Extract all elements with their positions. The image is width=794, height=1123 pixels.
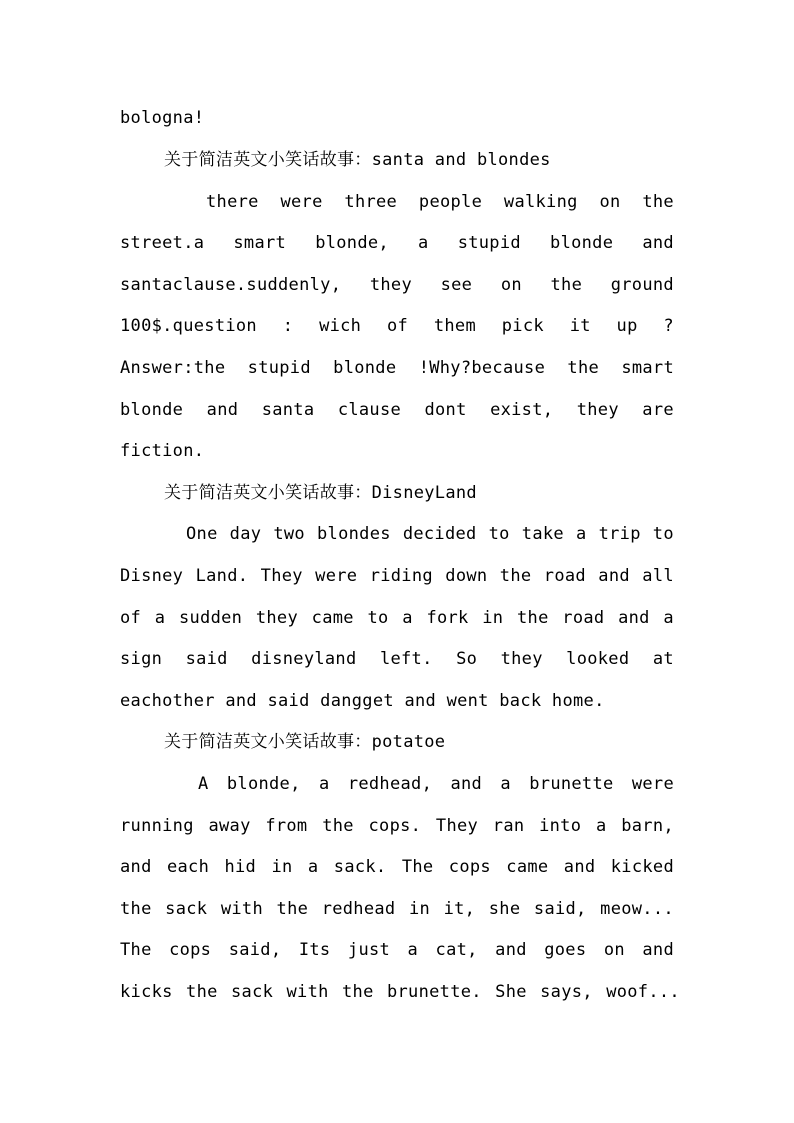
- word: says,: [540, 982, 593, 1002]
- word: see: [440, 275, 473, 295]
- story2-line4: [120, 647, 674, 671]
- word: trip: [598, 524, 641, 544]
- word: 100$.question: [120, 316, 257, 336]
- word: a: [418, 233, 429, 253]
- word: said,: [533, 899, 587, 919]
- word: smart: [233, 233, 287, 253]
- story3-heading: 关于简洁英文小笑话故事：potatoe: [164, 732, 446, 752]
- word: a: [407, 940, 419, 960]
- word: disneyland: [251, 649, 357, 669]
- word: stupid: [247, 358, 311, 378]
- word: it,: [443, 899, 476, 919]
- word: road: [562, 608, 605, 628]
- word: on: [599, 192, 621, 212]
- word: sudden: [178, 608, 243, 628]
- story1-line4: [120, 314, 674, 338]
- word: Answer:the: [120, 358, 226, 378]
- word: two: [273, 524, 305, 544]
- word: in: [271, 857, 293, 877]
- word: with: [286, 982, 329, 1002]
- word: running: [120, 816, 194, 836]
- word: Land.: [195, 566, 249, 586]
- word: it: [569, 316, 591, 336]
- word: to: [488, 524, 510, 544]
- word: into: [539, 816, 582, 836]
- word: were: [315, 566, 358, 586]
- word: They: [260, 566, 303, 586]
- word: the: [186, 982, 218, 1002]
- word: with: [220, 899, 263, 919]
- word: all: [642, 566, 674, 586]
- word: santa: [261, 400, 315, 420]
- word: a: [500, 774, 511, 794]
- word: !Why?because: [418, 358, 546, 378]
- story3-line5: [120, 938, 674, 962]
- word: hid: [224, 857, 257, 877]
- word: brunette: [529, 774, 614, 794]
- story1-heading: 关于简洁英文小笑话故事：santa and blondes: [164, 150, 551, 170]
- word: the: [550, 275, 583, 295]
- word: and: [618, 608, 650, 628]
- story2-line5: eachother and said dangget and went back home.: [120, 691, 605, 711]
- word: on: [603, 940, 625, 960]
- word: a: [663, 608, 674, 628]
- word: of: [120, 608, 142, 628]
- word: brunette.: [386, 982, 482, 1002]
- word: the: [567, 358, 600, 378]
- word: the: [322, 816, 354, 836]
- word: a: [575, 524, 587, 544]
- story1-line5: [120, 356, 674, 380]
- story2-line3: [120, 606, 674, 630]
- word: the: [499, 566, 532, 586]
- word: and: [563, 857, 596, 877]
- word: they: [576, 400, 619, 420]
- word: were: [631, 774, 674, 794]
- word: the: [120, 899, 152, 919]
- word: people: [418, 192, 483, 212]
- word: blonde: [120, 400, 184, 420]
- word: day: [229, 524, 262, 544]
- word: down: [445, 566, 488, 586]
- story3-line4: [120, 897, 674, 921]
- word: kicks: [120, 982, 173, 1002]
- word: three: [344, 192, 398, 212]
- word: the: [276, 899, 309, 919]
- word: Its: [298, 940, 331, 960]
- story2-heading: 关于简洁英文小笑话故事：DisneyLand: [164, 483, 477, 503]
- word: Disney: [120, 566, 184, 586]
- word: They: [435, 816, 479, 836]
- word: kicked: [610, 857, 674, 877]
- word: the: [642, 192, 674, 212]
- word: cops.: [368, 816, 422, 836]
- word: just: [347, 940, 391, 960]
- word: to: [652, 524, 674, 544]
- word: a: [318, 774, 330, 794]
- word: A: [198, 774, 209, 794]
- word: and: [120, 857, 152, 877]
- word: blondes: [317, 524, 391, 544]
- word: they: [500, 649, 543, 669]
- word: sack: [231, 982, 274, 1002]
- word: in: [408, 899, 431, 919]
- story1-line3: [120, 273, 674, 297]
- word: blonde,: [315, 233, 389, 253]
- word: sign: [120, 649, 163, 669]
- word: and: [206, 400, 239, 420]
- word: and: [642, 940, 674, 960]
- word: they: [255, 608, 298, 628]
- word: there: [206, 192, 259, 212]
- word: The: [120, 940, 152, 960]
- story3-line1: [198, 772, 674, 796]
- word: blonde: [333, 358, 397, 378]
- word: cops: [169, 940, 212, 960]
- word: the: [517, 608, 549, 628]
- word: a: [595, 816, 607, 836]
- word: exist,: [490, 400, 554, 420]
- word: and: [450, 774, 483, 794]
- word: away: [208, 816, 251, 836]
- word: are: [642, 400, 674, 420]
- word: the: [342, 982, 374, 1002]
- word: cops: [448, 857, 491, 877]
- story1-line2: [120, 231, 674, 255]
- word: riding: [369, 566, 433, 586]
- word: each: [166, 857, 210, 877]
- word: woof...: [606, 982, 680, 1002]
- word: So: [456, 649, 478, 669]
- word: they: [369, 275, 412, 295]
- word: and: [642, 233, 674, 253]
- word: came: [506, 857, 549, 877]
- word: came: [311, 608, 354, 628]
- story1-line7: fiction.: [120, 441, 205, 461]
- word: she: [488, 899, 521, 919]
- story2-line1: [186, 522, 674, 546]
- word: them: [433, 316, 476, 336]
- word: and: [598, 566, 630, 586]
- word: barn,: [621, 816, 674, 836]
- intro-line: bologna!: [120, 108, 205, 128]
- word: road: [543, 566, 586, 586]
- word: were: [280, 192, 323, 212]
- story2-line2: [120, 564, 674, 588]
- word: cat,: [435, 940, 478, 960]
- word: smart: [621, 358, 674, 378]
- word: stupid: [457, 233, 521, 253]
- word: of: [386, 316, 409, 336]
- word: wich: [319, 316, 362, 336]
- word: clause: [337, 400, 402, 420]
- word: :: [282, 316, 294, 336]
- word: take: [521, 524, 564, 544]
- word: said: [185, 649, 228, 669]
- story3-line3: [120, 855, 674, 879]
- word: from: [265, 816, 308, 836]
- word: walking: [503, 192, 578, 212]
- word: ?: [663, 316, 674, 336]
- word: santaclause.suddenly,: [120, 275, 342, 295]
- word: a: [307, 857, 319, 877]
- word: said,: [228, 940, 282, 960]
- word: street.a: [120, 233, 205, 253]
- word: meow...: [600, 899, 674, 919]
- word: and: [495, 940, 527, 960]
- word: She: [495, 982, 527, 1002]
- word: a: [402, 608, 413, 628]
- word: One: [186, 524, 218, 544]
- word: on: [500, 275, 522, 295]
- word: ran: [492, 816, 525, 836]
- word: The: [401, 857, 434, 877]
- word: up: [616, 316, 638, 336]
- word: sack.: [333, 857, 387, 877]
- word: ground: [610, 275, 674, 295]
- word: decided: [402, 524, 477, 544]
- story1-line1: [206, 190, 674, 214]
- word: a: [154, 608, 166, 628]
- word: sack: [165, 899, 208, 919]
- word: redhead: [321, 899, 396, 919]
- word: to: [367, 608, 389, 628]
- story3-line6: [120, 980, 680, 1004]
- word: pick: [501, 316, 544, 336]
- word: fork: [426, 608, 469, 628]
- story3-line2: [120, 814, 674, 838]
- word: blonde: [550, 233, 614, 253]
- story1-line6: [120, 398, 674, 422]
- word: redhead,: [347, 774, 433, 794]
- word: in: [482, 608, 504, 628]
- word: goes: [544, 940, 587, 960]
- word: left.: [379, 649, 433, 669]
- word: blonde,: [226, 774, 301, 794]
- word: dont: [424, 400, 467, 420]
- word: looked: [566, 649, 630, 669]
- word: at: [652, 649, 674, 669]
